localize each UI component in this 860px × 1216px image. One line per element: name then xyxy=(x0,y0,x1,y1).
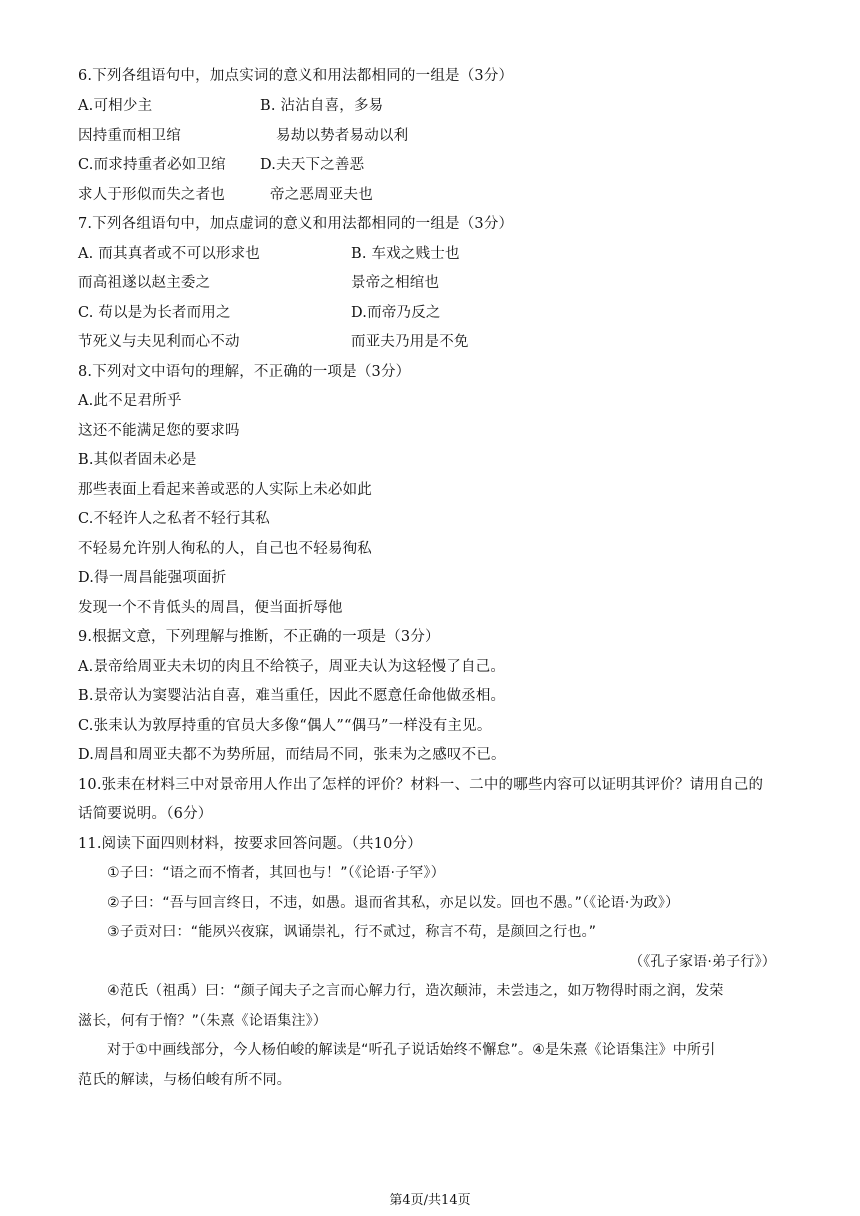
q11-material-2: ②子曰：“吾与回言终日，不违，如愚。退而省其私，亦足以发。回也不愚。”（《论语·为政》） xyxy=(107,895,680,911)
q7-option-a: A. 而其真者或不可以形求也 xyxy=(78,246,260,262)
q8-option-c-translation: 不轻易允许别人徇私的人，自己也不轻易徇私 xyxy=(78,541,372,557)
q8-option-b-translation: 那些表面上看起来善或恶的人实际上未必如此 xyxy=(78,482,372,498)
q7-row2 xyxy=(78,273,440,293)
q8-option-a: A.此不足君所乎 xyxy=(78,393,182,409)
q8-stem: 8.下列对文中语句的理解，不正确的一项是（3分） xyxy=(78,364,411,380)
q8-option-b: B.其似者固未必是 xyxy=(78,452,197,468)
q6-row2 xyxy=(78,126,409,146)
q9-option-a: A.景帝给周亚夫未切的肉且不给筷子，周亚夫认为这轻慢了自己。 xyxy=(78,659,506,675)
q9-stem: 9.根据文意，下列理解与推断，不正确的一项是（3分） xyxy=(78,629,440,645)
q6-option-b-line2: 易劫以势者易动以利 xyxy=(276,128,409,144)
q6-option-c-line2: 求人于形似而失之者也 xyxy=(78,187,225,203)
q7-option-a-line2: 而高祖遂以赵主委之 xyxy=(78,275,211,291)
q7-row1 xyxy=(78,244,460,264)
q6-row3 xyxy=(78,155,365,175)
q7-row4 xyxy=(78,332,469,352)
q6-option-b: B. 沾沾自喜，多易 xyxy=(260,98,384,114)
q8-option-c: C.不轻许人之私者不轻行其私 xyxy=(78,511,270,527)
q7-row3 xyxy=(78,303,441,323)
q7-option-d: D.而帝乃反之 xyxy=(351,305,441,321)
q11-material-1: ①子曰：“语之而不惰者，其回也与！”（《论语·子罕》） xyxy=(107,865,445,881)
q7-option-b: B. 车戏之贱士也 xyxy=(351,246,460,262)
q7-option-b-line2: 景帝之相绾也 xyxy=(351,275,440,291)
q6-row4 xyxy=(78,185,373,205)
q11-note-line2: 范氏的解读，与杨伯峻有所不同。 xyxy=(78,1072,291,1088)
q8-option-d-translation: 发现一个不肯低头的周昌，便当面折辱他 xyxy=(78,600,343,616)
q11-note-line1: 对于①中画线部分，今人杨伯峻的解读是“听孔子说话始终不懈怠”。④是朱熹《论语集注》中所引 xyxy=(107,1042,716,1058)
q10-line2: 话简要说明。（6分） xyxy=(78,806,213,822)
q8-option-a-translation: 这还不能满足您的要求吗 xyxy=(78,423,240,439)
q6-option-c: C.而求持重者必如卫绾 xyxy=(78,157,226,173)
q6-option-d: D.夫天下之善恶 xyxy=(260,157,365,173)
q7-option-c-line2: 节死义与夫见利而心不动 xyxy=(78,334,240,350)
q6-option-a: A.可相少主 xyxy=(78,98,153,114)
q6-option-d-line2: 帝之恶周亚夫也 xyxy=(270,187,373,203)
q9-option-d: D.周昌和周亚夫都不为势所屈，而结局不同，张耒为之感叹不已。 xyxy=(78,747,506,763)
q7-stem: 7.下列各组语句中，加点虚词的意义和用法都相同的一组是（3分） xyxy=(78,216,514,232)
q7-option-d-line2: 而亚夫乃用是不免 xyxy=(351,334,469,350)
q7-option-c: C. 苟以是为长者而用之 xyxy=(78,305,231,321)
q8-option-d: D.得一周昌能强项面折 xyxy=(78,570,227,586)
q11-material-4-line1: ④范氏（祖禹）曰：“颜子闻夫子之言而心解力行，造次颠沛，未尝违之，如万物得时雨之润，发荣 xyxy=(107,983,724,999)
q11-stem: 11.阅读下面四则材料，按要求回答问题。（共10分） xyxy=(78,836,422,852)
q11-material-4-line2: 滋长，何有于惰？”（朱熹《论语集注》） xyxy=(78,1013,328,1029)
q6-option-a-line2: 因持重而相卫绾 xyxy=(78,128,181,144)
q11-material-3-source: （《孔子家语·弟子行》） xyxy=(629,954,776,970)
q9-option-b: B.景帝认为窦婴沾沾自喜，难当重任，因此不愿意任命他做丞相。 xyxy=(78,688,506,704)
q6-stem: 6.下列各组语句中，加点实词的意义和用法都相同的一组是（3分） xyxy=(78,68,514,84)
q10-line1: 10.张耒在材料三中对景帝用人作出了怎样的评价？材料一、二中的哪些内容可以证明其评价？请用自己的 xyxy=(78,777,764,793)
q11-material-3: ③子贡对曰：“能夙兴夜寐，讽诵崇礼，行不贰过，称言不苟，是颜回之行也。” xyxy=(107,924,597,940)
q6-row1 xyxy=(78,96,384,116)
q9-option-c: C.张耒认为敦厚持重的官员大多像“偶人”“偶马”一样没有主见。 xyxy=(78,718,492,734)
page-number: 第4页/共14页 xyxy=(389,1193,471,1208)
